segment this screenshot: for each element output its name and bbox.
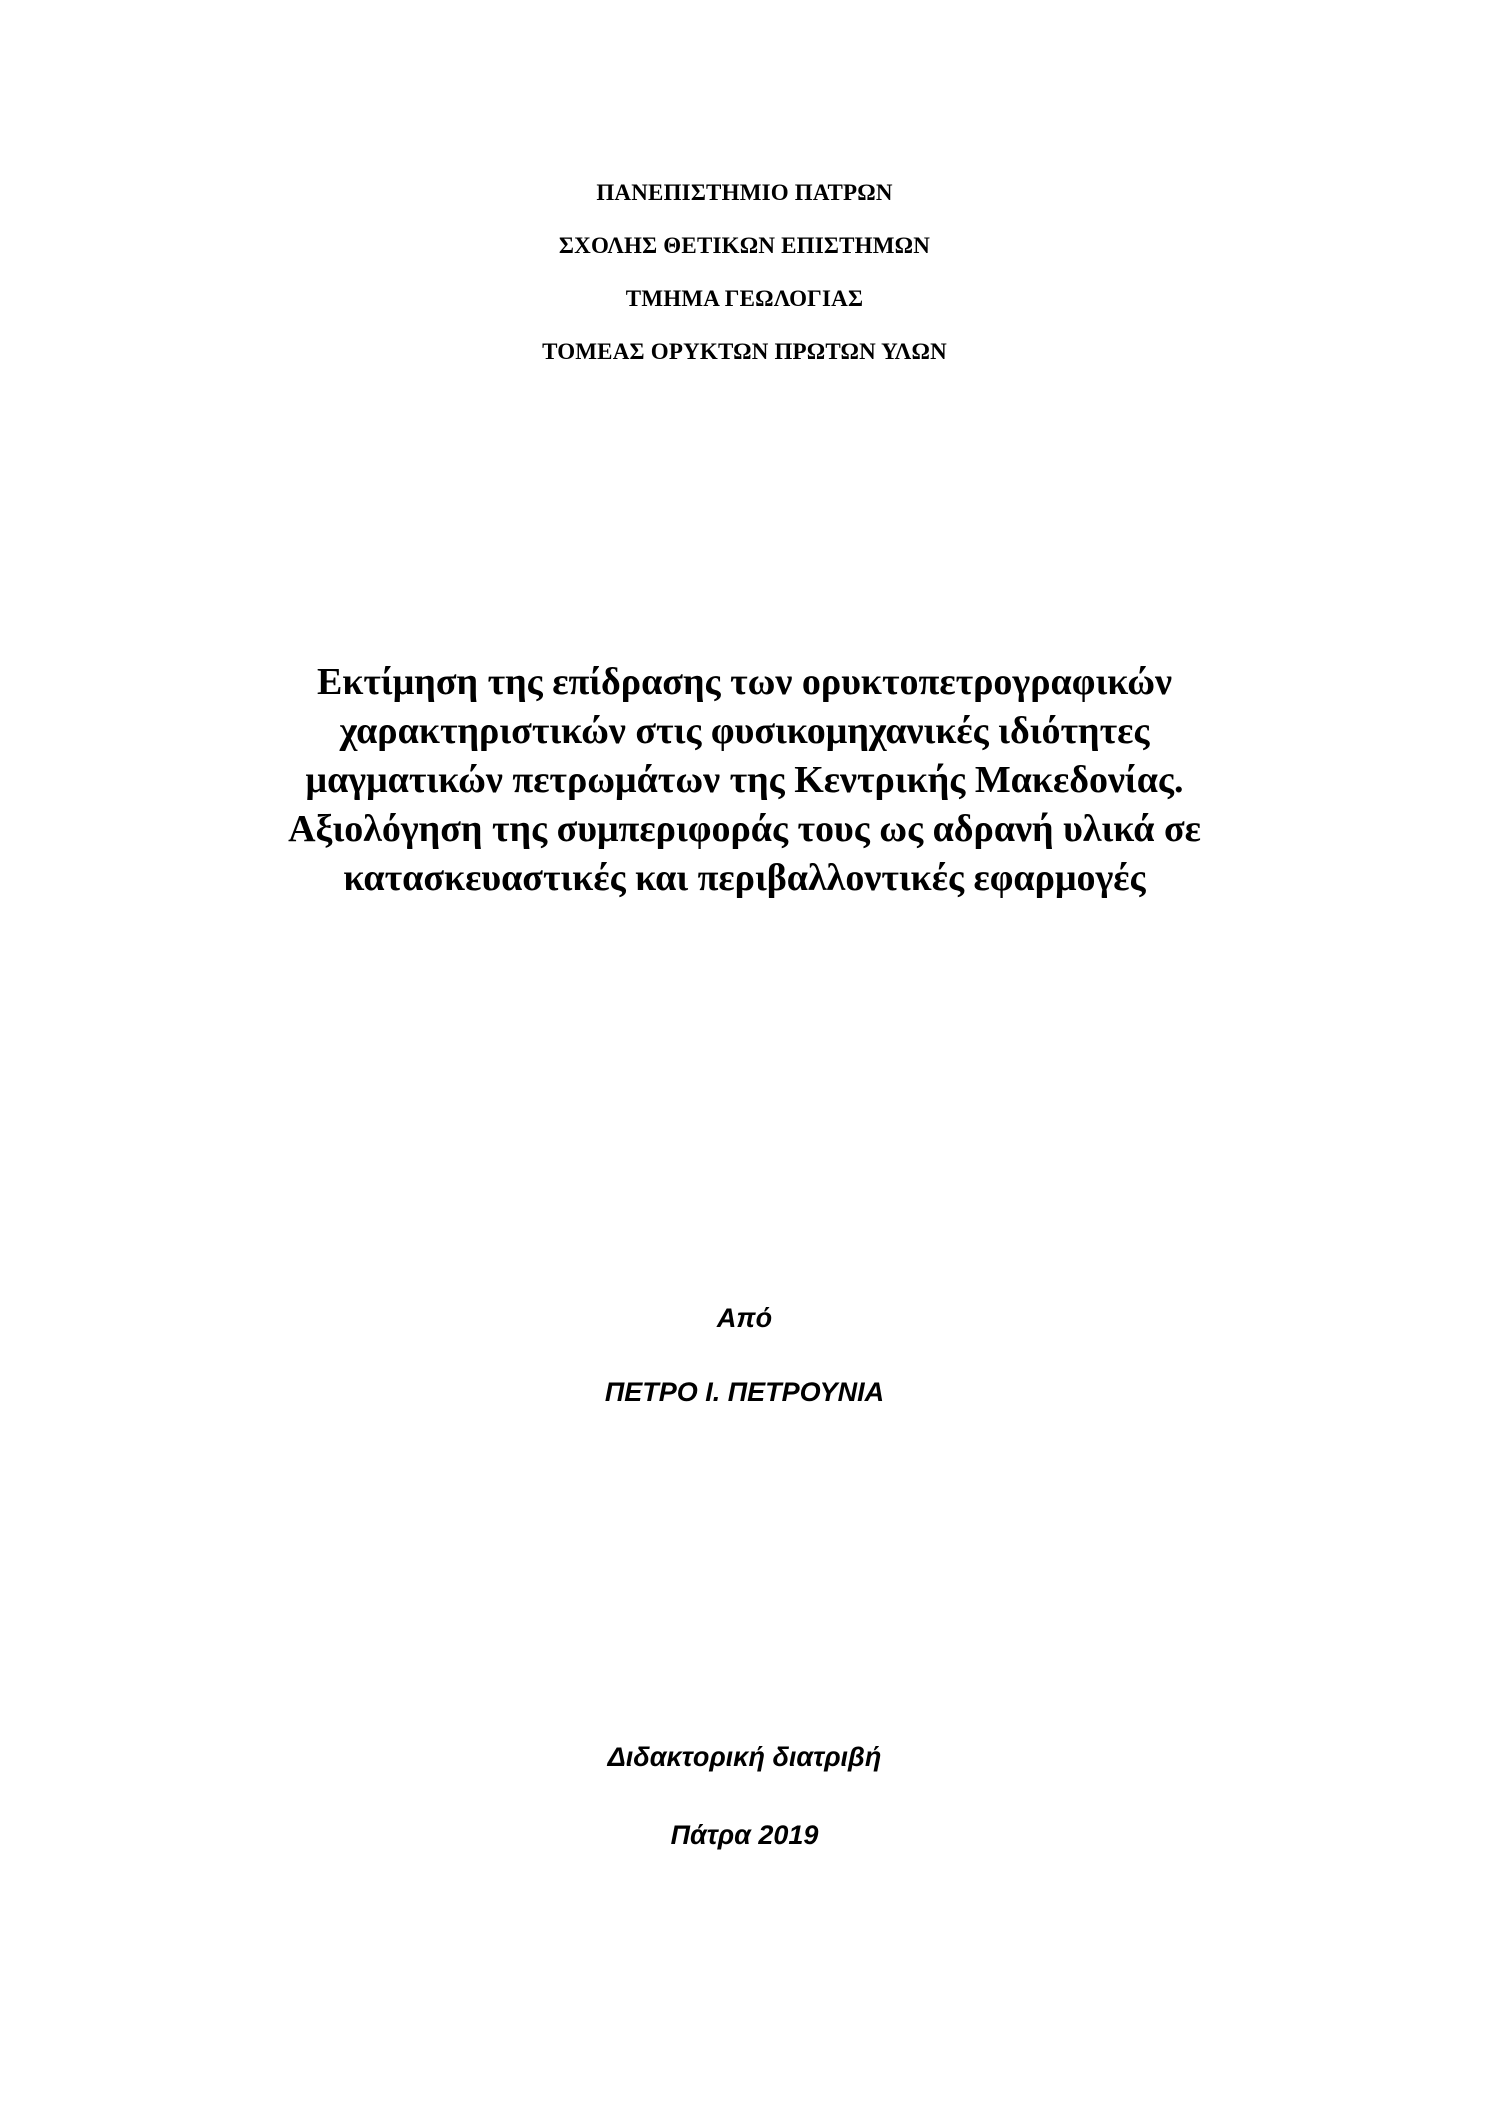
title-line: κατασκευαστικές και περιβαλλοντικές εφαρμογές — [343, 857, 1146, 899]
place-and-year: Πάτρα 2019 — [670, 1820, 819, 1850]
section-name: ΤΟΜΕΑΣ ΟΡΥΚΤΩΝ ΠΡΩΤΩΝ ΥΛΩΝ — [542, 339, 947, 364]
department-name: ΤΜΗΜΑ ΓΕΩΛΟΓΙΑΣ — [625, 286, 864, 311]
document-type: Διδακτορική διατριβή — [607, 1742, 882, 1772]
by-label: Από — [716, 1303, 773, 1333]
title-line: Εκτίμηση της επίδρασης των ορυκτοπετρογραφικών — [316, 661, 1173, 703]
school-name: ΣΧΟΛΗΣ ΘΕΤΙΚΩΝ ΕΠΙΣΤΗΜΩΝ — [558, 233, 931, 258]
title-line: Αξιολόγηση της συμπεριφοράς τους ως αδρανή υλικά σε — [288, 808, 1201, 850]
title-line: μαγματικών πετρωμάτων της Κεντρικής Μακεδονίας. — [305, 759, 1184, 801]
title-line: χαρακτηριστικών στις φυσικομηχανικές ιδιότητες — [339, 710, 1150, 752]
thesis-title — [120, 658, 1369, 903]
institution-header — [0, 178, 1489, 390]
author-name: ΠΕΤΡΟ Ι. ΠΕΤΡΟΥΝΙΑ — [604, 1377, 885, 1407]
university-name: ΠΑΝΕΠΙΣΤΗΜΙΟ ΠΑΤΡΩΝ — [596, 180, 893, 205]
